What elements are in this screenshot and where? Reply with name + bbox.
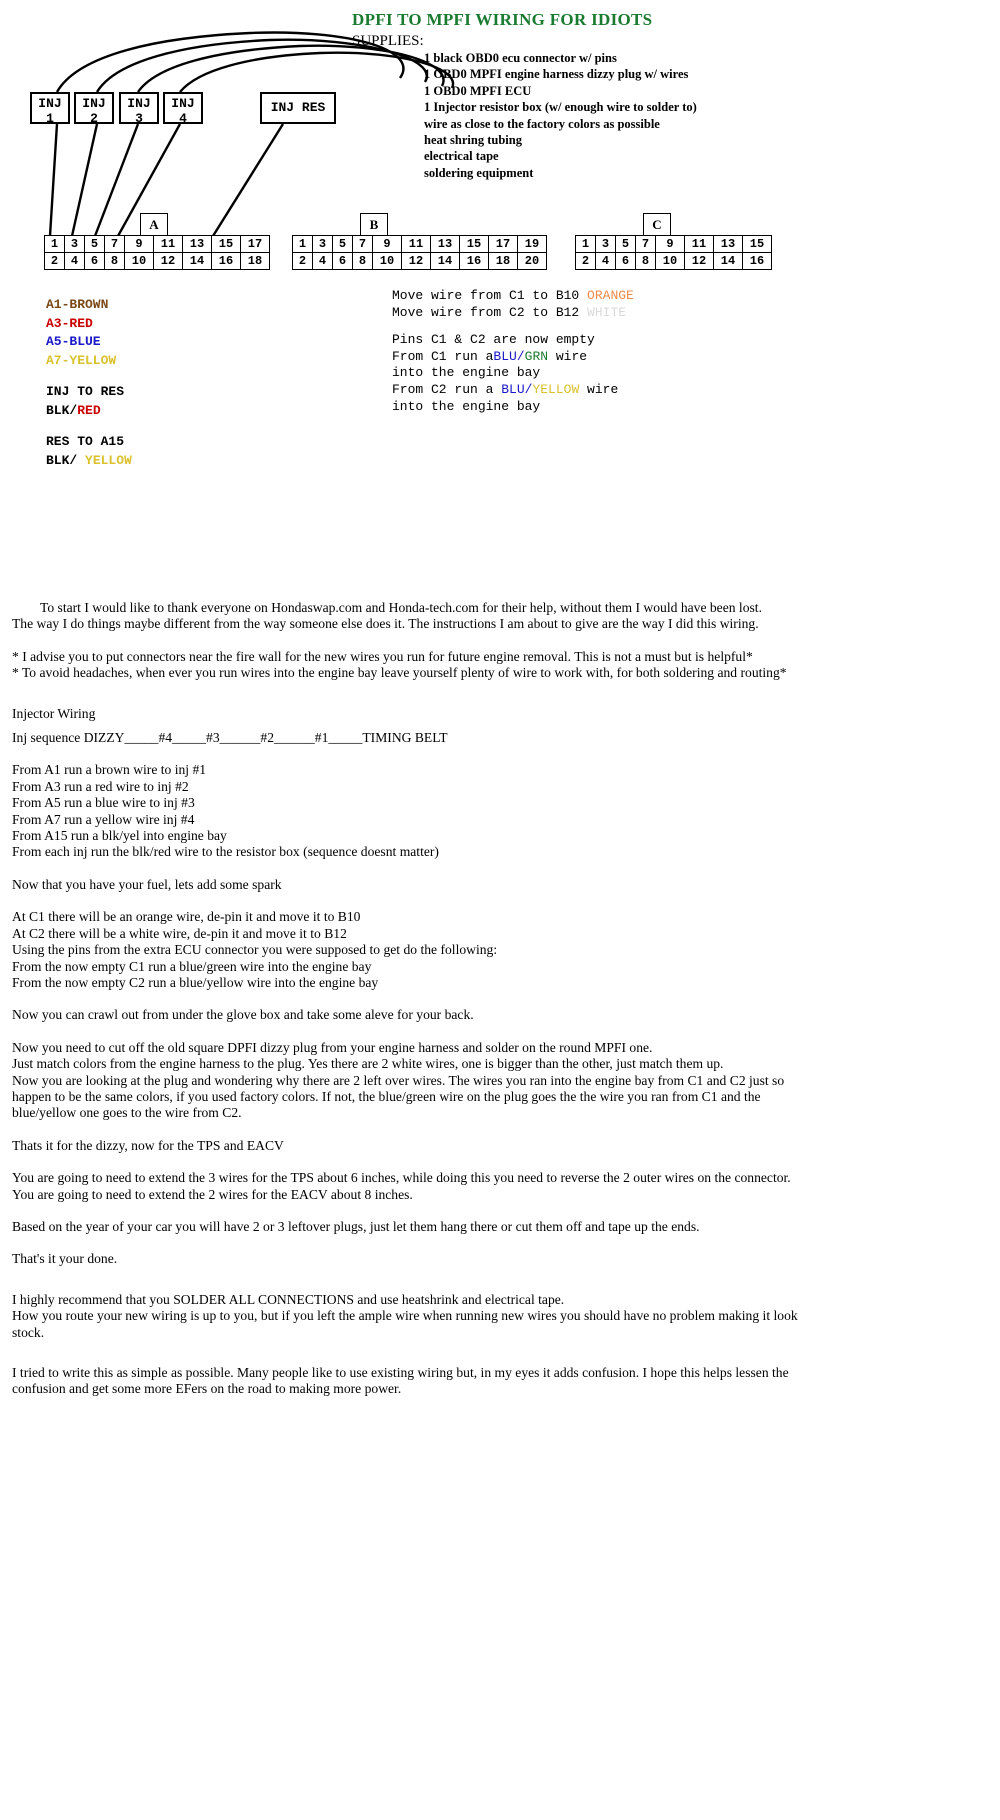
legend-a5-pin: A5-: [46, 334, 70, 349]
step-a5: From A5 run a blue wire to inj #3: [12, 795, 195, 811]
legend-inj-res-prefix: BLK/: [46, 402, 78, 418]
pin-cell: 9: [656, 236, 685, 252]
pin-cell: 10: [656, 253, 685, 269]
paragraph-spacer: [12, 633, 888, 649]
legend-a7-color: YELLOW: [69, 352, 117, 368]
step-a1: From A1 run a brown wire to inj #1: [12, 762, 207, 778]
pin-cell: 12: [154, 253, 183, 269]
c1-run-slash: /: [516, 348, 525, 364]
pin-cell: 8: [636, 253, 656, 269]
injector-wiring-heading: Injector Wiring: [12, 705, 96, 721]
pin-cell: 10: [373, 253, 402, 269]
paragraph-spacer: [12, 746, 888, 762]
inj-box-2-line2: 2: [90, 111, 98, 126]
legend-a7-pin: A7-: [46, 352, 70, 368]
pin-cell: 7: [353, 236, 373, 252]
inj-res-box-label: INJ RES: [270, 100, 326, 115]
c2-run-prefix: From C2 run a: [392, 381, 502, 397]
pin-cell: 2: [293, 253, 313, 269]
plug-line4: happen to be the same colors, if you used factory colors. If not, the blue/green wire on the plug goes the the wire you ran from C1 and the: [12, 1088, 761, 1104]
closing-line2: confusion and get some more EFers on the road to making more power.: [12, 1381, 402, 1397]
pin-cell: 1: [293, 236, 313, 252]
connector-b-row-top: [292, 235, 547, 252]
paragraph-spacer: [12, 893, 888, 909]
spark-c1: At C1 there will be an orange wire, de-pin it and move it to B10: [12, 909, 361, 925]
inj-box-1-line2: 1: [46, 111, 54, 126]
pin-cell: 5: [85, 236, 105, 252]
pin-cell: 9: [373, 236, 402, 252]
pin-cell: 14: [714, 253, 743, 269]
closing-line1: I tried to write this as simple as possible. Many people like to use existing wiring but, in my eyes it adds confusion. I hope this helps lessen the: [12, 1365, 789, 1380]
spark-c2: At C2 there will be a white wire, de-pin it and move it to B12: [12, 925, 347, 941]
c2-run-line: [392, 382, 634, 399]
connector-c: [575, 217, 772, 270]
wire-arc-res-a: [150, 46, 261, 92]
legend-res-a15-color: YELLOW: [85, 452, 132, 468]
pin-cell: 18: [241, 253, 270, 269]
supplies-item: soldering equipment: [424, 165, 534, 180]
legend-a1-color: BROWN: [69, 297, 109, 312]
legend-a3-pin: A3-: [46, 315, 70, 331]
paragraph-spacer: [12, 698, 888, 706]
c2-run-slash: /: [524, 381, 533, 397]
pin-cell: 3: [596, 236, 616, 252]
recommend-line1: I highly recommend that you SOLDER ALL CONNECTIONS and use heatshrink and electrical tape.: [12, 1291, 565, 1307]
inj-box-2: [74, 92, 114, 124]
plug-line2: Just match colors from the engine harness to the plug. Yes there are 2 white wires, one is bigger than the other, just match them up.: [12, 1056, 724, 1072]
pin-cell: 14: [431, 253, 460, 269]
paragraph-spacer: [12, 1154, 888, 1170]
pin-cell: 13: [183, 236, 212, 252]
recommend-line2: How you route your new wiring is up to you, but if you left the ample wire when running new wires you should have no problem making it look: [12, 1308, 798, 1324]
legend-inj-to-res-label: INJ TO RES: [46, 384, 125, 399]
pin-cell: 18: [489, 253, 518, 269]
c1-run-prefix: From C1 run a: [392, 348, 494, 364]
connector-c-row-top: [575, 235, 772, 252]
pin-cell: 13: [431, 236, 460, 252]
supplies-list: [424, 50, 697, 181]
middle-instructions: [392, 288, 634, 415]
inj-box-3: [119, 92, 159, 124]
spark-run-c1: From the now empty C1 run a blue/green wire into the engine bay: [12, 958, 372, 974]
pin-cell: 4: [313, 253, 333, 269]
supplies-item: 1 OBD0 MPFI engine harness dizzy plug w/ wires: [424, 67, 689, 82]
plug-line3: Now you are looking at the plug and wondering why there are 2 left over wires. The wires you ran into the engine bay from C1 and C2 just so: [12, 1072, 785, 1088]
spark-intro: Now that you have your fuel, lets add some spark: [12, 876, 282, 892]
instructions-body: [12, 600, 888, 1398]
pin-cell: 3: [313, 236, 333, 252]
inj-box-4-line1: INJ: [171, 96, 195, 111]
tps-line2: You are going to need to extend the 2 wires for the EACV about 8 inches.: [12, 1186, 413, 1202]
paragraph-spacer: [12, 991, 888, 1007]
pin-cell: 20: [518, 253, 547, 269]
step-a3: From A3 run a red wire to inj #2: [12, 778, 189, 794]
step-resistor-box: From each inj run the blk/red wire to the resistor box (sequence doesnt matter): [12, 844, 439, 860]
paragraph-spacer: [12, 722, 888, 730]
wire-inj1-to-a1: [50, 124, 57, 236]
mid-spacer: [392, 321, 634, 332]
connector-c-tab: C: [643, 213, 671, 236]
legend-inj-to-res-value: [46, 402, 132, 421]
pin-cell: 16: [212, 253, 241, 269]
paragraph-spacer: [12, 1203, 888, 1219]
move-wire-c2-color: WHITE: [587, 304, 627, 320]
pin-cell: 14: [183, 253, 212, 269]
c1-run-line: [392, 349, 634, 366]
plug-line5: blue/yellow one goes to the wire from C2.: [12, 1105, 242, 1121]
pin-cell: 15: [743, 236, 772, 252]
c1-run-suffix: wire: [548, 348, 588, 364]
c1-run-blu: BLU: [493, 348, 517, 364]
c2-run-blu: BLU: [501, 381, 525, 397]
step-a15: From A15 run a blk/yel into engine bay: [12, 828, 227, 844]
move-wire-c1-color: ORANGE: [587, 288, 634, 303]
pin-cell: 1: [45, 236, 65, 252]
inj-box-1-line1: INJ: [38, 96, 62, 111]
pin-cell: 8: [105, 253, 125, 269]
legend-res-to-a15-value: [46, 452, 132, 471]
paragraph-spacer: [12, 1341, 888, 1357]
step-a7: From A7 run a yellow wire inj #4: [12, 811, 195, 827]
pin-cell: 6: [616, 253, 636, 269]
advise-line1: * I advise you to put connectors near the fire wall for the new wires you run for future engine removal. This is not a must but is helpful*: [12, 648, 753, 664]
legend-row-a7: [46, 352, 132, 371]
inj-res-box: [260, 92, 336, 124]
legend-res-a15-prefix: BLK/: [46, 452, 86, 468]
pins-empty-line: Pins C1 & C2 are now empty: [392, 332, 595, 348]
pin-cell: 6: [85, 253, 105, 269]
inj-box-4: [163, 92, 203, 124]
supplies-item: 1 black OBD0 ecu connector w/ pins: [424, 51, 617, 65]
supplies-item: wire as close to the factory colors as possible: [424, 116, 660, 131]
page-title: DPFI TO MPFI WIRING FOR IDIOTS: [352, 10, 653, 29]
supplies-item: electrical tape: [424, 149, 499, 164]
recommend-line3: stock.: [12, 1324, 45, 1340]
pin-cell: 15: [212, 236, 241, 252]
c1-run-line2: into the engine bay: [392, 365, 541, 381]
connector-b: [292, 217, 547, 270]
legend-spacer: [46, 370, 132, 383]
move-wire-c2-line: [392, 305, 634, 322]
pin-cell: 4: [596, 253, 616, 269]
legend-row-a1: [46, 296, 132, 315]
legend-inj-res-color: RED: [77, 402, 101, 418]
paragraph-spacer: [12, 1122, 888, 1138]
pin-cell: 10: [125, 253, 154, 269]
pin-cell: 11: [402, 236, 431, 252]
c1-run-grn: GRN: [524, 348, 549, 364]
legend-res-to-a15-label: RES TO A15: [46, 434, 125, 449]
pin-cell: 2: [45, 253, 65, 269]
inj-box-2-line1: INJ: [82, 96, 106, 111]
pin-cell: 8: [353, 253, 373, 269]
connector-a: [44, 217, 270, 270]
pin-cell: 5: [333, 236, 353, 252]
pin-cell: 19: [518, 236, 547, 252]
plug-line1: Now you need to cut off the old square DPFI dizzy plug from your engine harness and solder on the round MPFI one.: [12, 1039, 653, 1055]
legend-a3-color: RED: [69, 315, 93, 331]
c2-run-yel: YELLOW: [532, 381, 580, 397]
pin-cell: 12: [402, 253, 431, 269]
move-wire-c2-text: Move wire from C2 to B12: [392, 304, 588, 320]
intro-paragraph-line1: To start I would like to thank everyone on Hondaswap.com and Honda-tech.com for their help, without them I would have been lost.: [40, 600, 762, 615]
dizzy-done-line: Thats it for the dizzy, now for the TPS and EACV: [12, 1137, 284, 1153]
pin-cell: 17: [241, 236, 270, 252]
legend-spacer: [46, 420, 132, 433]
pin-cell: 15: [460, 236, 489, 252]
pin-cell: 2: [576, 253, 596, 269]
legend-a5-color: BLUE: [69, 334, 101, 349]
pin-cell: 9: [125, 236, 154, 252]
spark-run-c2: From the now empty C2 run a blue/yellow wire into the engine bay: [12, 974, 379, 990]
pin-cell: 11: [154, 236, 183, 252]
c2-run-line2: into the engine bay: [392, 398, 541, 414]
pin-cell: 16: [460, 253, 489, 269]
intro-paragraph-line2: The way I do things maybe different from the way someone else does it. The instructions I am about to give are the way I did this wiring.: [12, 616, 759, 632]
inj-box-1: [30, 92, 70, 124]
c2-run-suffix: wire: [579, 381, 619, 397]
paragraph-spacer: [12, 1235, 888, 1251]
paragraph-spacer: [12, 861, 888, 877]
pin-cell: 7: [105, 236, 125, 252]
advise-line2: * To avoid headaches, when ever you run wires into the engine bay leave yourself plenty of wire to work with, for both soldering and routing*: [12, 665, 787, 681]
connector-a-row-top: [44, 235, 270, 252]
paragraph-spacer: [12, 1284, 888, 1292]
wire-arc-inj3: [138, 46, 444, 92]
wire-inj3-to-a5: [95, 124, 138, 236]
pin-cell: 12: [685, 253, 714, 269]
supplies-item: 1 Injector resistor box (w/ enough wire to solder to): [424, 100, 697, 115]
wire-arc-inj4: [180, 53, 453, 92]
move-wire-c1-text: Move wire from C1 to B10: [392, 288, 588, 303]
move-wire-c1-line: [392, 288, 634, 305]
connector-c-row-bottom: [575, 252, 772, 270]
connector-a-row-bottom: [44, 252, 270, 270]
inj-sequence-line: Inj sequence DIZZY_____#4_____#3______#2______#1_____TIMING BELT: [12, 730, 448, 746]
connector-b-row-bottom: [292, 252, 547, 270]
inj-box-4-line2: 4: [179, 111, 187, 126]
pin-cell: 13: [714, 236, 743, 252]
tps-line1: You are going to need to extend the 3 wires for the TPS about 6 inches, while doing this you need to reverse the 2 outer wires on the connector.: [12, 1170, 791, 1186]
spark-pins: Using the pins from the extra ECU connector you were supposed to get do the following:: [12, 942, 498, 958]
wire-inj2-to-a3: [72, 124, 97, 236]
supplies-heading: SUPPLIES:: [352, 33, 424, 49]
legend-row-a5: [46, 333, 132, 352]
crawl-out-line: Now you can crawl out from under the glove box and take some aleve for your back.: [12, 1007, 474, 1023]
paragraph-spacer: [12, 682, 888, 698]
pin-cell: 16: [743, 253, 772, 269]
pin-cell: 6: [333, 253, 353, 269]
wire-res-to-a15: [213, 124, 283, 236]
inj-box-3-line2: 3: [135, 111, 143, 126]
legend-row-a3: [46, 315, 132, 334]
inj-box-3-line1: INJ: [127, 96, 151, 111]
pin-cell: 1: [576, 236, 596, 252]
connector-a-tab: A: [140, 213, 168, 236]
paragraph-spacer: [12, 1024, 888, 1040]
supplies-item: 1 OBD0 MPFI ECU: [424, 83, 532, 98]
done-line: That's it your done.: [12, 1251, 118, 1267]
connector-b-tab: B: [360, 213, 388, 236]
pin-cell: 17: [489, 236, 518, 252]
supplies-item: heat shring tubing: [424, 133, 522, 148]
leftover-plugs-line: Based on the year of your car you will have 2 or 3 leftover plugs, just let them hang there or cut them off and tape up the ends.: [12, 1218, 700, 1234]
pin-cell: 7: [636, 236, 656, 252]
legend-a1-pin: A1-: [46, 297, 70, 312]
paragraph-spacer: [12, 1357, 888, 1365]
pin-cell: 3: [65, 236, 85, 252]
paragraph-spacer: [12, 1268, 888, 1284]
pin-cell: 5: [616, 236, 636, 252]
pin-cell: 11: [685, 236, 714, 252]
pin-color-legend: [46, 296, 132, 470]
pin-cell: 4: [65, 253, 85, 269]
